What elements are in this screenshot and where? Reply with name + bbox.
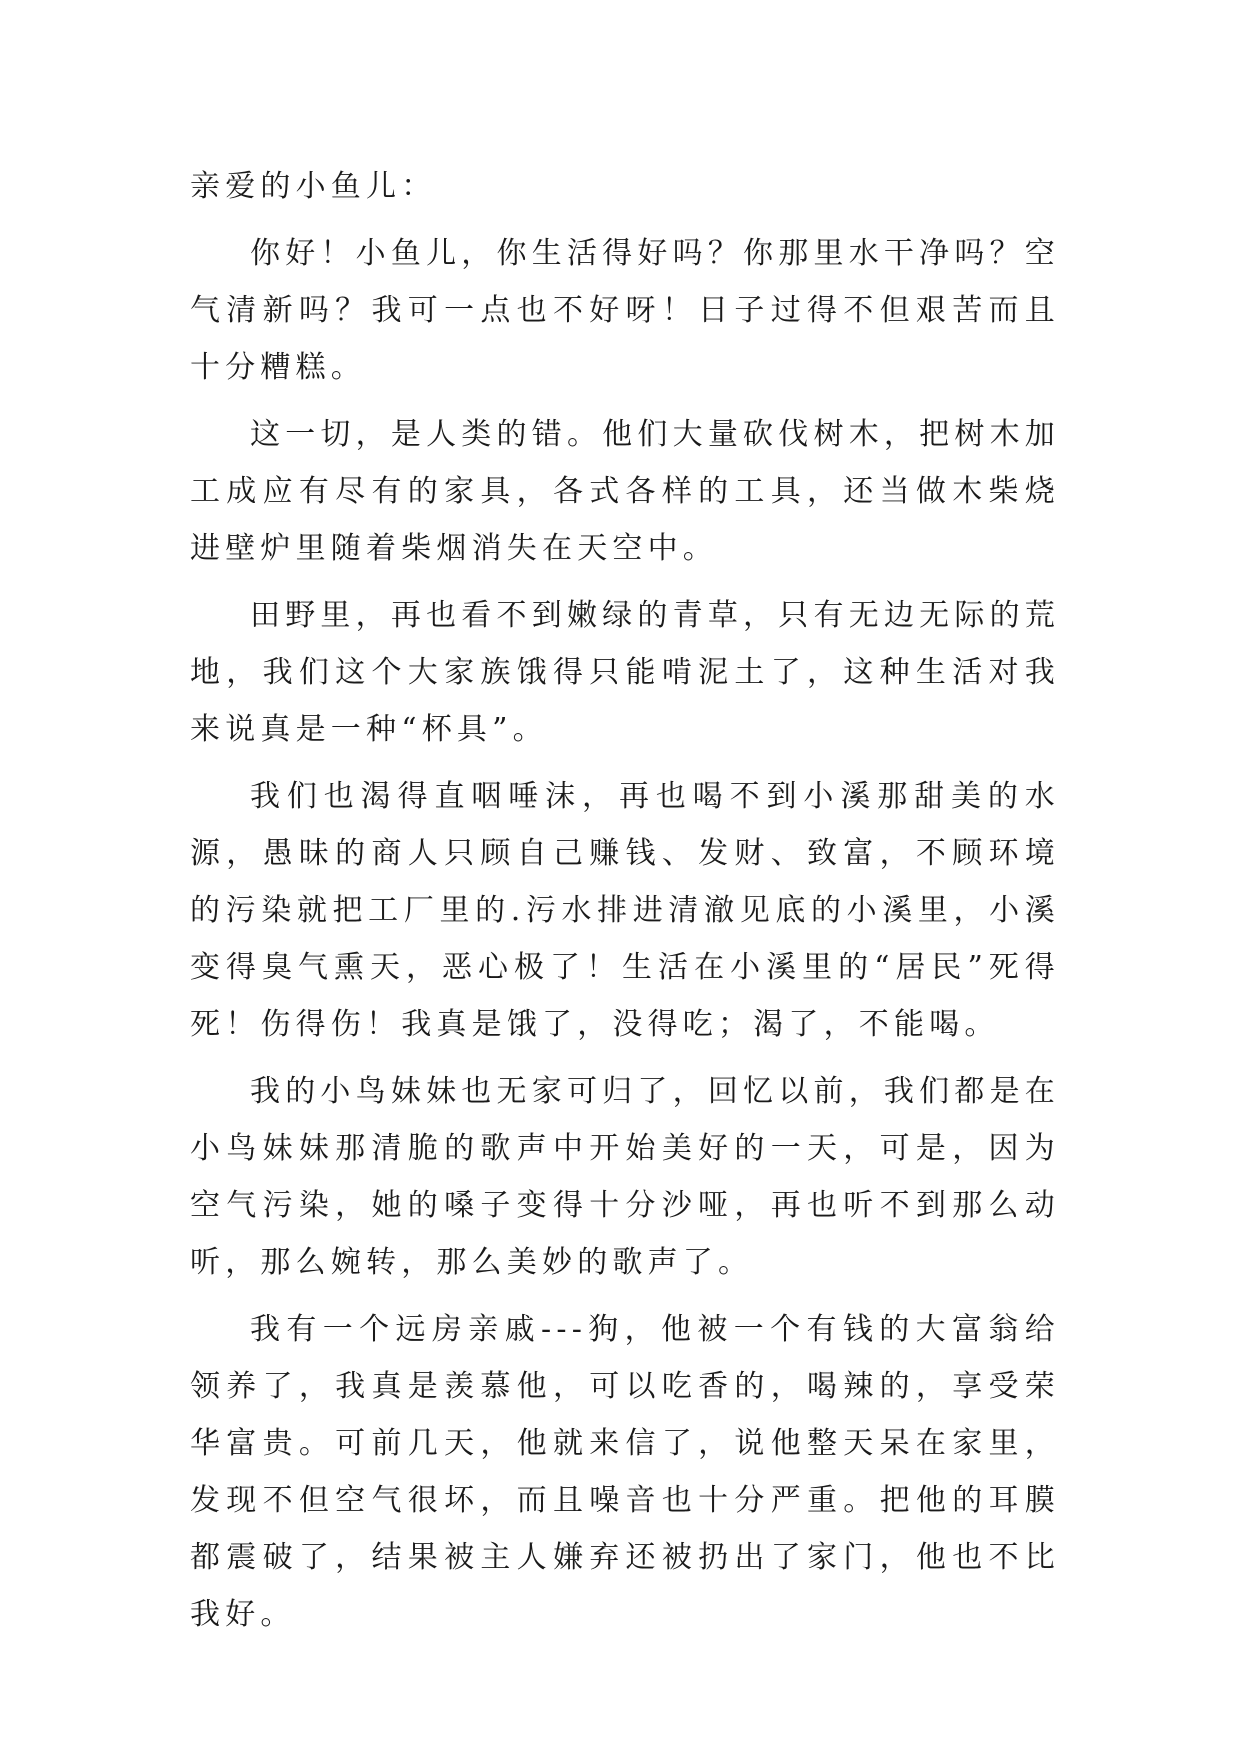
paragraph-3: 田野里，再也看不到嫩绿的青草，只有无边无际的荒地，我们这个大家族饿得只能啃泥土了，这种生活对我来说真是一种“杯具”。 <box>190 598 1060 747</box>
paragraph-5: 我的小鸟妹妹也无家可归了，回忆以前，我们都是在小鸟妹妹那清脆的歌声中开始美好的一天，可是，因为空气污染，她的嗓子变得十分沙哑，再也听不到那么动听，那么婉转，那么美妙的歌声了。 <box>190 1074 1060 1280</box>
paragraph-6: 我有一个远房亲戚---狗，他被一个有钱的大富翁给领养了，我真是羡慕他，可以吃香的，喝辣的，享受荣华富贵。可前几天，他就来信了，说他整天呆在家里，发现不但空气很坏，而且噪音也十分严重。把他的耳膜都震破了，结果被主人嫌弃还被扔出了家门，他也不比我好。 <box>190 1312 1060 1632</box>
paragraph-4: 我们也渴得直咽唾沫，再也喝不到小溪那甜美的水源，愚昧的商人只顾自己赚钱、发财、致富，不顾环境的污染就把工厂里的.污水排进清澈见底的小溪里，小溪变得臭气熏天，恶心极了！生活在小溪里的“居民”死得死！伤得伤！我真是饿了，没得吃；渴了，不能喝。 <box>190 779 1060 1042</box>
salutation: 亲爱的小鱼儿： <box>190 169 437 204</box>
paragraph-1: 你好！小鱼儿，你生活得好吗？你那里水干净吗？空气清新吗？我可一点也不好呀！日子过得不但艰苦而且十分糟糕。 <box>190 236 1060 385</box>
letter-body <box>190 158 1060 1653</box>
paragraph-2: 这一切，是人类的错。他们大量砍伐树木，把树木加工成应有尽有的家具，各式各样的工具，还当做木柴烧进壁炉里随着柴烟消失在天空中。 <box>190 417 1060 566</box>
